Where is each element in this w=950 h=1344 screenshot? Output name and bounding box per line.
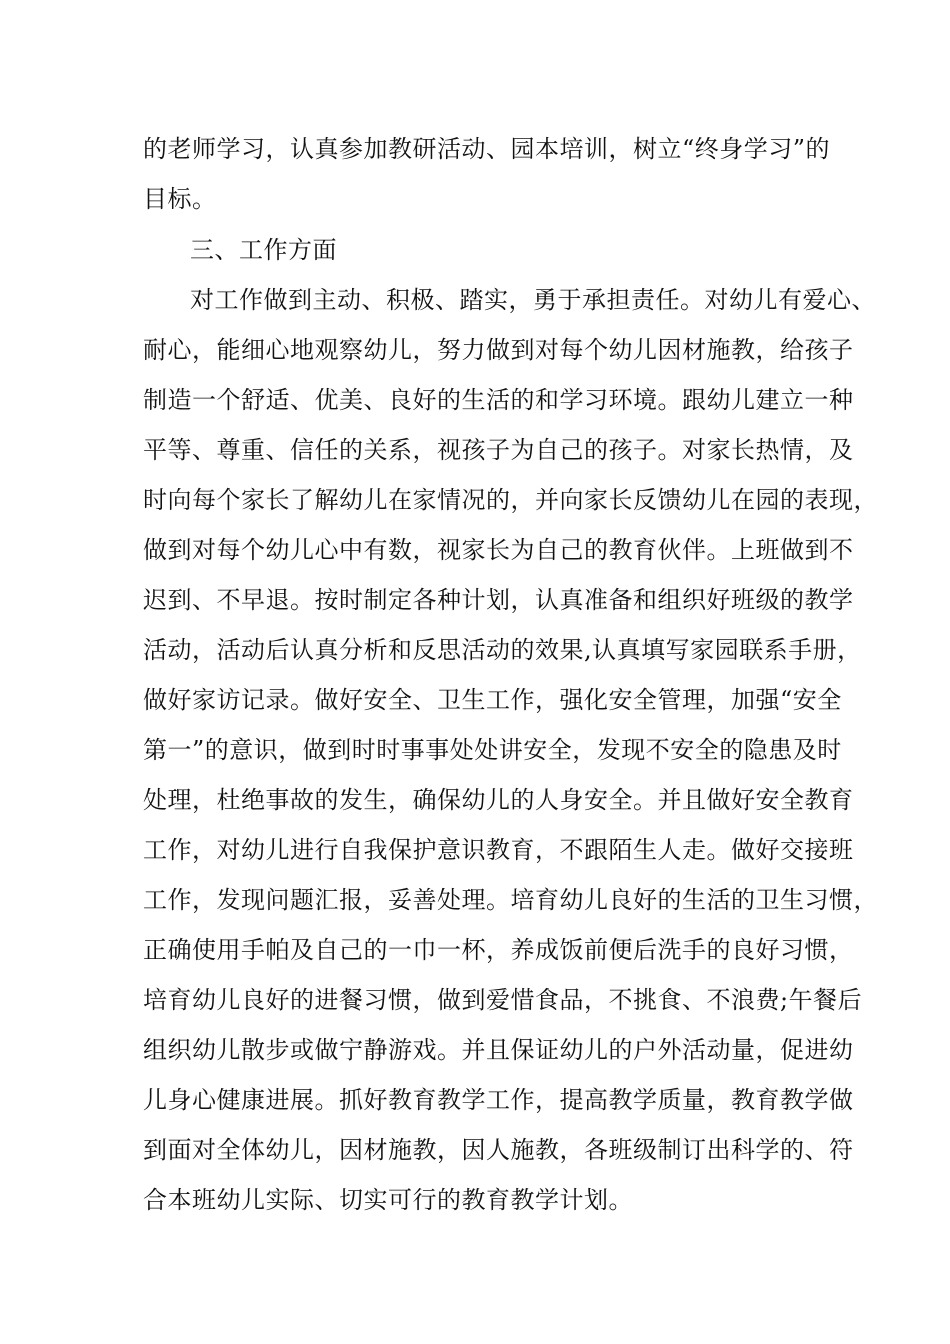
text-line: 工作，对幼儿进行自我保护意识教育，不跟陌生人走。做好交接班 (143, 836, 854, 864)
text-line: 的老师学习，认真参加教研活动、园本培训，树立“终身学习”的 (143, 135, 831, 163)
text-line: 目标。 (143, 185, 217, 213)
section-heading: 三、工作方面 (190, 236, 337, 264)
text-line: 迟到、不早退。按时制定各种计划，认真准备和组织好班级的教学 (143, 586, 854, 614)
text-line: 时向每个家长了解幼儿在家情况的，并向家长反馈幼儿在园的表现， (143, 486, 878, 514)
text-line: 第一”的意识，做到时时事事处处讲安全，发现不安全的隐患及时 (143, 736, 842, 764)
text-line: 做到对每个幼儿心中有数，视家长为自己的教育伙伴。上班做到不 (143, 536, 854, 564)
text-line: 处理，杜绝事故的发生，确保幼儿的人身安全。并且做好安全教育 (143, 786, 854, 814)
text-line: 正确使用手帕及自己的一巾一杯，养成饭前便后洗手的良好习惯， (143, 936, 854, 964)
text-line: 儿身心健康进展。抓好教育教学工作，提高教学质量，教育教学做 (143, 1086, 854, 1114)
text-line: 组织幼儿散步或做宁静游戏。并且保证幼儿的户外活动量，促进幼 (143, 1036, 854, 1064)
text-line: 合本班幼儿实际、切实可行的教育教学计划。 (143, 1186, 633, 1214)
text-line: 制造一个舒适、优美、良好的生活的和学习环境。跟幼儿建立一种 (143, 386, 854, 414)
text-line: 培育幼儿良好的进餐习惯，做到爱惜食品，不挑食、不浪费;午餐后 (143, 986, 863, 1014)
text-line: 工作，发现问题汇报，妥善处理。培育幼儿良好的生活的卫生习惯， (143, 886, 878, 914)
text-line: 到面对全体幼儿，因材施教，因人施教，各班级制订出科学的、符 (143, 1136, 854, 1164)
text-line: 平等、尊重、信任的关系，视孩子为自己的孩子。对家长热情，及 (143, 436, 854, 464)
text-line: 耐心，能细心地观察幼儿，努力做到对每个幼儿因材施教，给孩子 (143, 336, 854, 364)
text-line: 对工作做到主动、积极、踏实，勇于承担责任。对幼儿有爱心、 (190, 286, 876, 314)
text-line: 做好家访记录。做好安全、卫生工作，强化安全管理，加强“安全 (143, 686, 842, 714)
text-line: 活动，活动后认真分析和反思活动的效果,认真填写家园联系手册， (143, 636, 862, 664)
